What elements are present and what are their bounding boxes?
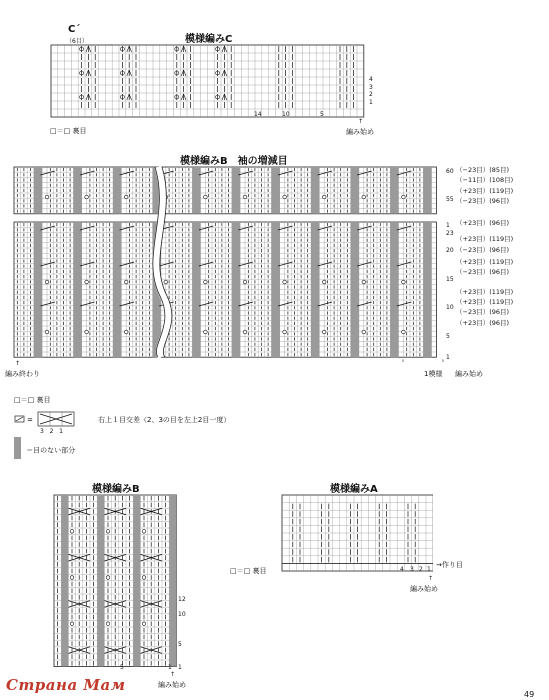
row-label: （+23目）(119目) — [456, 235, 514, 244]
yarn-over-mark — [243, 280, 247, 284]
yarn-over-mark — [70, 530, 74, 534]
chart-a-num-4: 4 — [400, 566, 404, 573]
chart-c-repeat-label: C´ — [68, 24, 81, 35]
gap-shade — [113, 222, 122, 357]
yarn-over-mark — [106, 576, 110, 580]
row-label: （+23目）(96目) — [456, 318, 510, 327]
chart-c-legend: □＝□ 裏目 — [50, 127, 87, 135]
row-label: （−11目）(108目) — [456, 176, 514, 185]
chart-c-side-numbers: 4 3 2 1 — [369, 76, 373, 106]
gap-shade — [390, 222, 399, 357]
gap-shade — [351, 167, 360, 214]
row-label: （−23目）(96目) — [456, 196, 510, 205]
watermark: Страна Мам — [6, 676, 126, 694]
row-label: （+23目）(119目) — [456, 297, 514, 306]
yarn-over-mark — [45, 280, 49, 284]
yarn-over-mark — [283, 195, 287, 199]
yarn-over-mark — [362, 195, 366, 199]
gap-shade — [133, 495, 140, 667]
row-label: （−23目）(96目) — [456, 268, 510, 277]
gap-shade — [271, 167, 280, 214]
row-label: （+23目）(119目) — [456, 258, 514, 267]
chart-b-num-5: 5 — [446, 333, 450, 340]
chart-b-main-title: 模様編みB 袖の増減目 — [180, 156, 288, 167]
legend-eq: = — [27, 416, 33, 424]
yarn-over-mark — [142, 576, 146, 580]
row-label: （+23目）(119目) — [456, 287, 514, 296]
yarn-over-mark — [402, 195, 406, 199]
chart-b-small-title: 模様編みB — [92, 484, 140, 495]
yarn-over-mark — [322, 280, 326, 284]
legend-cross-text: 右上１目交差（2、3の目を左上2目一度） — [98, 416, 231, 424]
chart-a-title: 模様編みA — [330, 484, 378, 495]
chart-a-num-1: 1 — [427, 566, 431, 573]
yarn-over-mark — [164, 280, 168, 284]
chart-a-start-arrow: ↑ — [428, 575, 434, 582]
legend-purl: □＝□ 裏目 — [14, 396, 51, 404]
yarn-over-mark — [106, 530, 110, 534]
row-label: （−23目）(96目) — [456, 245, 510, 254]
chart-bs-num-5: 5 — [178, 641, 182, 648]
gap-shade — [423, 222, 432, 357]
yarn-over-mark — [70, 576, 74, 580]
chart-b-main-grid — [13, 166, 445, 362]
legend-gap: ＝目のない部分 — [14, 437, 75, 459]
yarn-over-mark — [142, 622, 146, 626]
yarn-over-mark — [204, 330, 208, 334]
yarn-over-mark — [85, 280, 89, 284]
chart-b-repeat-label: 1模様 — [424, 370, 443, 378]
chart-bs-num-1: 1 — [178, 664, 182, 671]
chart-b-num-10: 10 — [446, 304, 454, 311]
page-number: 49 — [524, 690, 535, 699]
gap-shade — [61, 495, 68, 667]
yarn-over-mark — [204, 280, 208, 284]
yarn-over-mark — [283, 330, 287, 334]
yarn-over-mark — [362, 280, 366, 284]
chart-b-start-label: 編み始め — [455, 370, 483, 378]
yarn-over-mark — [243, 195, 247, 199]
row-label: （+23目）(119目) — [456, 186, 514, 195]
chart-b-num-1a: 1 — [446, 222, 450, 229]
yarn-over-mark — [362, 330, 366, 334]
gap-shade — [34, 167, 43, 214]
chart-b-num-55: 55 — [446, 196, 454, 203]
chart-b-num-15: 15 — [446, 276, 454, 283]
chart-a-num-2: 2 — [419, 566, 423, 573]
yarn-over-mark — [322, 195, 326, 199]
chart-b-end-arrow: ↑ — [15, 360, 21, 367]
gap-shade — [311, 167, 320, 214]
gap-shade — [73, 222, 82, 357]
chart-c-num-10: 10 — [282, 111, 290, 118]
gap-shade — [192, 222, 201, 357]
yarn-over-mark — [85, 330, 89, 334]
yarn-over-mark — [45, 195, 49, 199]
yarn-over-mark — [204, 195, 208, 199]
chart-c-start-arrow: ↑ — [358, 118, 364, 125]
yarn-over-mark — [124, 280, 128, 284]
chart-a-start-label: 編み始め — [410, 585, 438, 593]
gap-shade — [192, 167, 201, 214]
gap-shade — [73, 167, 82, 214]
gap-shade — [34, 222, 43, 357]
chart-a-grid — [281, 494, 433, 574]
chart-c-start-label: 編み始め — [346, 128, 374, 136]
yarn-over-mark — [402, 330, 406, 334]
chart-b-num-20: 20 — [446, 247, 454, 254]
yarn-over-mark — [402, 280, 406, 284]
chart-bs-num-12: 12 — [178, 596, 186, 603]
yarn-over-mark — [85, 195, 89, 199]
yarn-over-mark — [142, 530, 146, 534]
yarn-over-mark — [124, 195, 128, 199]
gap-swatch — [14, 437, 21, 459]
gap-shade — [311, 222, 320, 357]
chart-a-legend: □＝□ 裏目 — [230, 567, 267, 575]
chart-b-num-23: 23 — [446, 230, 454, 237]
gap-shade — [169, 495, 176, 667]
chart-c-title: 模様編みC — [185, 34, 233, 45]
chart-c-repeat-sub: （6目） — [66, 38, 88, 45]
yarn-over-mark — [106, 622, 110, 626]
gap-shade — [113, 167, 122, 214]
yarn-over-mark — [70, 622, 74, 626]
row-label: （−23目）(96目) — [456, 308, 510, 317]
gap-shade — [423, 167, 432, 214]
yarn-over-mark — [243, 330, 247, 334]
chart-bs-num-10: 10 — [178, 611, 186, 618]
row-label: （+23目）(96目) — [456, 219, 510, 228]
legend-cross-nums: 3 2 1 — [40, 428, 63, 435]
chart-bs-start-label: 編み始め — [158, 681, 186, 689]
row-label: （−23目）(85目) — [456, 166, 510, 174]
gap-shade — [390, 167, 399, 214]
gap-shade — [97, 495, 104, 667]
chart-b-end-label: 編み終わり — [5, 370, 40, 378]
yarn-over-mark — [45, 330, 49, 334]
chart-bs-start-arrow: ↑ — [170, 671, 176, 678]
chart-b-row-labels — [456, 165, 513, 328]
chart-bs-bottom-5: 5 — [120, 664, 124, 671]
gap-shade — [271, 222, 280, 357]
chart-c-grid — [50, 44, 368, 119]
chart-b-small-grid — [53, 494, 177, 670]
yarn-over-mark — [124, 330, 128, 334]
gap-shade — [351, 222, 360, 357]
chart-bs-bottom-1: 1 — [168, 664, 172, 671]
gap-shade — [232, 167, 241, 214]
yarn-over-mark — [322, 330, 326, 334]
chart-b-num-60: 60 — [446, 168, 454, 175]
gap-shade — [232, 222, 241, 357]
chart-c-num-14: 14 — [254, 111, 262, 118]
chart-a-num-3: 3 — [410, 566, 414, 573]
chart-a-cast-label: →作り目 — [436, 561, 463, 569]
yarn-over-mark — [283, 280, 287, 284]
chart-b-num-1b: 1 — [446, 354, 450, 361]
chart-c-num-5: 5 — [320, 111, 324, 118]
